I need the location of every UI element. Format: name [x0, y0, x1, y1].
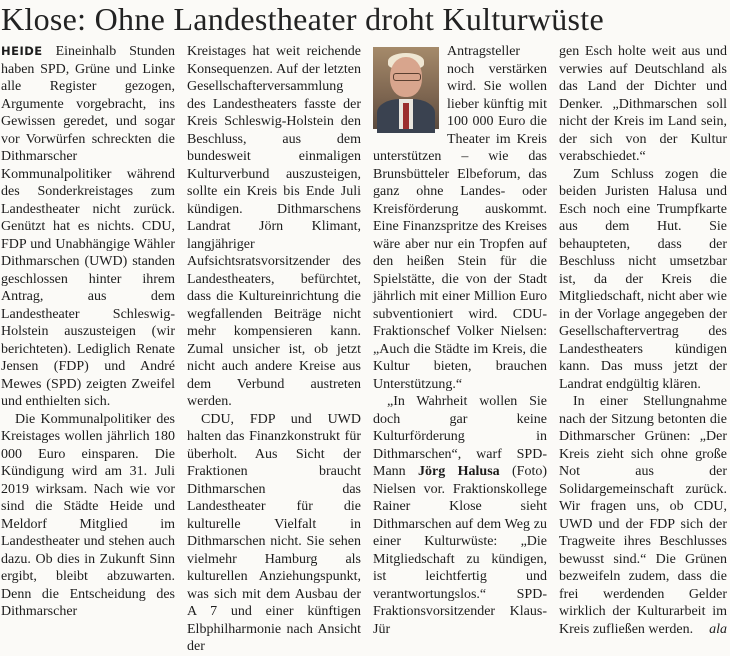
person-name: Jörg Halusa	[418, 464, 500, 479]
portrait-photo	[373, 47, 439, 129]
paragraph	[373, 43, 547, 393]
paragraph-text: Antragsteller noch verstärken wird. Sie wollen lieber künftig mit 100 000 Euro die Theater im Kreis unterstützen – wie das Brunsbütteler Elbeforum, das ganz ohne Landes- oder Kreisförderung auskommt. Eine Finanzspritze des Kreises wäre aber nur ein Tropfen auf den heißen Stein für die Spielstätte, die von der Stadt jährlich mit einer Million Euro subventioniert wird. CDU-Fraktionschef Volker Nielsen: „Auch die Städte im Kreis, die Kultur bieten, brauchen Unterstützung.“	[373, 44, 547, 392]
column-4	[559, 43, 727, 637]
column-1	[1, 43, 175, 619]
dateline: HEIDE	[1, 44, 43, 58]
column-2	[187, 43, 361, 654]
paragraph-text: „In Wahrheit wollen Sie doch gar keine Kulturförderung in Dithmarschen“, warf SPD-Mann	[373, 394, 547, 479]
headline: Klose: Ohne Landestheater droht Kulturwüste	[1, 1, 604, 37]
paragraph-text: (Foto) Nielsen vor. Fraktionskollege Rainer Klose sieht Dithmarschen auf dem Weg zu einer Kulturwüste: „Die Mitgliedschaft zu kündigen, ist leichtfertig und verantwortungslos.“ SPD-Fraktionsvorsitzender Klaus-Jür	[373, 464, 548, 637]
paragraph	[559, 393, 727, 638]
paragraph: gen Esch holte weit aus und verwies auf Deutschland als das Land der Dichter und Denker. „Dithmarschen soll nicht der Kreis im Land sein, der sich von der Kultur verabschiedet.“	[559, 44, 727, 164]
paragraph-text: Eineinhalb Stunden haben SPD, Grüne und Linke alle Register gezogen, Argumente vorgebracht, ins Gewissen geredet, und sogar vor Vorwürfen schreckten die Dithmarscher Kommunalpolitiker während des Sonderkreistages zum Landestheater nicht zurück. Genützt hat es nichts. CDU, FDP und Unabhängige Wähler Dithmarschen (UWD) standen geschlossen hinter ihrem Antrag, aus dem Landestheater Schleswig-Holstein auszusteigen (wir berichteten). Lediglich Renate Jensen (FDP) und André Mewes (SPD) zeigten Zweifel und enthielten sich.	[1, 44, 175, 409]
column-3	[373, 43, 548, 637]
paragraph: CDU, FDP und UWD halten das Finanzkonstrukt für überholt. Aus Sicht der Fraktionen braucht Dithmarschen das Landestheater für die kulturelle Vielfalt in Dithmarschen nicht. Sie sehen vielmehr Hamburg als kulturellen Anziehungspunkt, was sich mit dem Ausbau der A 7 und einer künftigen Elbphilharmonie nach Ansicht der	[187, 411, 361, 654]
author-signature: ala	[709, 621, 727, 637]
paragraph: Die Kommunalpolitiker des Kreistages wollen jährlich 180 000 Euro einsparen. Die Kündigung wird am 31. Juli 2019 wirksam. Nach wie vor sind die Städte Heide und Meldorf Mitglied im Landestheater und stehen auch dazu. Ob dies in Zukunft Sinn ergibt, bleibt abzuwarten. Denn die Entscheidung des Dithmarscher	[1, 411, 175, 619]
paragraph-text: In einer Stellungnahme nach der Sitzung betonten die Dithmarscher Grünen: „Der Kreis zieht sich ohne große Not aus der Solidargemeinschaft zurück. Wir fragen uns, ob CDU, UWD und der FDP sich der Tragweite ihres Beschlusses bewusst sind.“ Die Grünen bezweifeln zudem, dass die frei werdenden Gelder wirklich der Kulturarbeit im Kreis zufließen werden.	[559, 394, 727, 637]
article-body	[1, 43, 727, 654]
paragraph	[1, 43, 175, 411]
paragraph: Zum Schluss zogen die beiden Juristen Halusa und Esch noch eine Trumpfkarte aus dem Hut. Sie behaupteten, dass der Beschluss nicht umsetzbar ist, da der Kreis die Mitgliedschaft, nicht aber wie in der Vorlage angegeben der Gesellschaftervertrag des Landestheaters kündigen kann. Das muss jetzt der Landrat endgültig klären.	[559, 166, 727, 392]
paragraph	[373, 393, 547, 638]
paragraph: Kreistages hat weit reichende Konsequenzen. Auf der letzten Gesellschafterversammlung des Landestheaters fasste der Kreis Schleswig-Holstein den Beschluss, aus dem bundesweit einmaligen Kulturverbund auszusteigen, sollte ein Kreis bis Ende Juli kündigen. Dithmarschens Landrat Jörn Klimant, langjähriger Aufsichtsratsvorsitzender des Landestheaters, befürchtet, dass die Kultureinrichtung die wegfallenden Beiträge nicht mehr kompensieren kann. Zumal unsicher ist, ob jetzt nicht auch andere Kreise aus dem Verbund austreten werden.	[187, 44, 361, 409]
